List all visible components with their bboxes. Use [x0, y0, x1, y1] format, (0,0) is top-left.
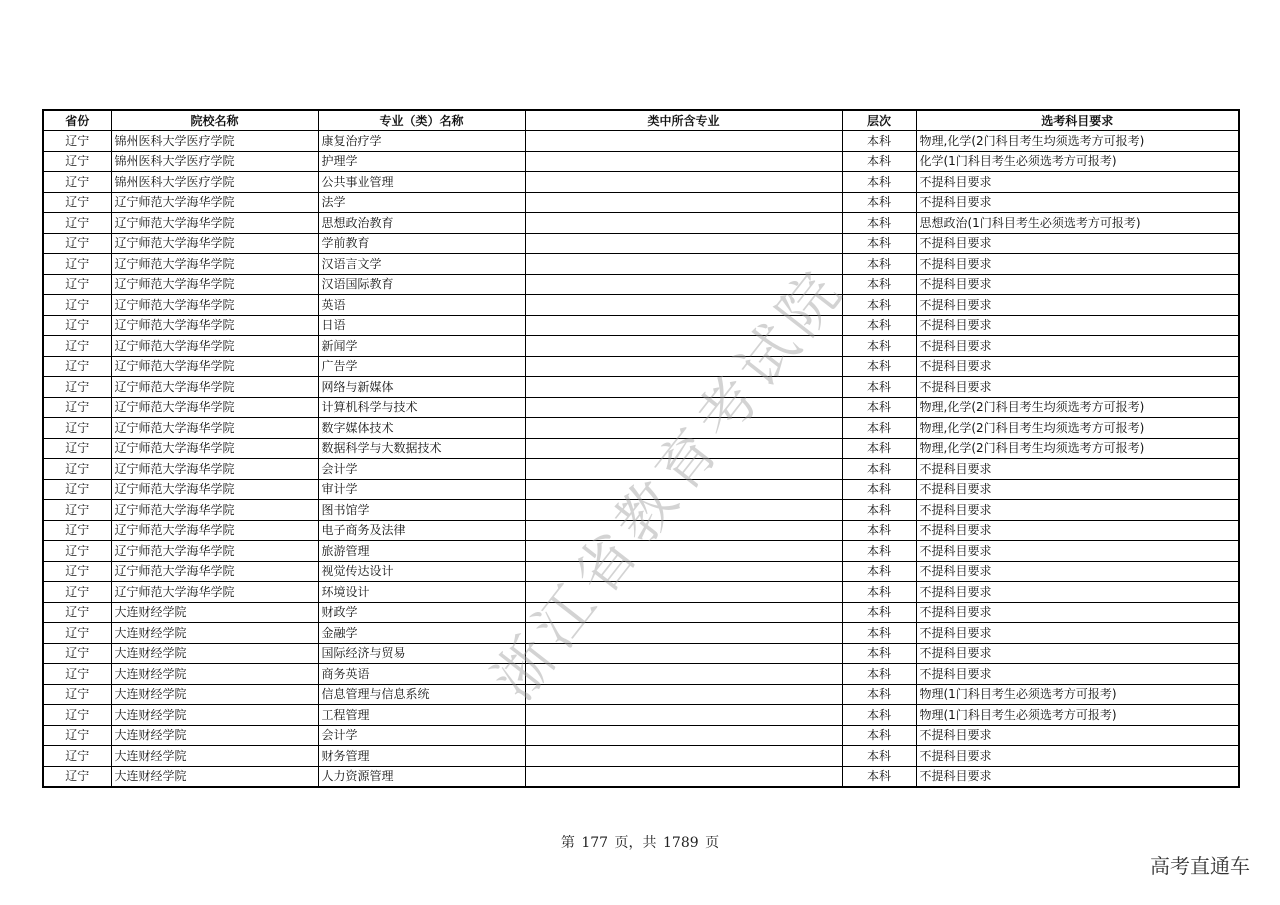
cell-province: 辽宁: [43, 541, 111, 562]
cell-level: 本科: [842, 684, 916, 705]
cell-requirement: 物理,化学(2门科目考生均须选考方可报考): [916, 397, 1239, 418]
cell-school: 辽宁师范大学海华学院: [111, 213, 318, 234]
cell-level: 本科: [842, 172, 916, 193]
cell-school: 锦州医科大学医疗学院: [111, 172, 318, 193]
cell-level: 本科: [842, 500, 916, 521]
cell-school: 辽宁师范大学海华学院: [111, 500, 318, 521]
cell-province: 辽宁: [43, 438, 111, 459]
cell-school: 锦州医科大学医疗学院: [111, 131, 318, 152]
table-row: [43, 623, 1239, 644]
cell-level: 本科: [842, 397, 916, 418]
cell-province: 辽宁: [43, 336, 111, 357]
cell-sub-majors: [525, 377, 842, 398]
cell-sub-majors: [525, 705, 842, 726]
cell-level: 本科: [842, 746, 916, 767]
cell-requirement: 物理(1门科目考生必须选考方可报考): [916, 705, 1239, 726]
table-row: [43, 705, 1239, 726]
table-row: [43, 295, 1239, 316]
cell-sub-majors: [525, 479, 842, 500]
cell-level: 本科: [842, 766, 916, 787]
cell-province: 辽宁: [43, 151, 111, 172]
cell-sub-majors: [525, 274, 842, 295]
cell-school: 大连财经学院: [111, 705, 318, 726]
cell-level: 本科: [842, 295, 916, 316]
cell-level: 本科: [842, 479, 916, 500]
cell-school: 大连财经学院: [111, 623, 318, 644]
cell-province: 辽宁: [43, 131, 111, 152]
table-header-row: [43, 110, 1239, 131]
footer-prefix: 第: [560, 835, 575, 851]
cell-sub-majors: [525, 725, 842, 746]
table-row: [43, 561, 1239, 582]
cell-school: 辽宁师范大学海华学院: [111, 438, 318, 459]
cell-level: 本科: [842, 541, 916, 562]
cell-sub-majors: [525, 582, 842, 603]
table-row: [43, 172, 1239, 193]
cell-school: 辽宁师范大学海华学院: [111, 561, 318, 582]
cell-major: 财务管理: [318, 746, 525, 767]
cell-level: 本科: [842, 520, 916, 541]
cell-province: 辽宁: [43, 459, 111, 480]
cell-level: 本科: [842, 664, 916, 685]
cell-major: 日语: [318, 315, 525, 336]
cell-major: 旅游管理: [318, 541, 525, 562]
cell-sub-majors: [525, 541, 842, 562]
cell-sub-majors: [525, 520, 842, 541]
table-row: [43, 664, 1239, 685]
cell-sub-majors: [525, 746, 842, 767]
cell-sub-majors: [525, 151, 842, 172]
cell-level: 本科: [842, 151, 916, 172]
cell-major: 康复治疗学: [318, 131, 525, 152]
cell-province: 辽宁: [43, 397, 111, 418]
cell-requirement: 不提科目要求: [916, 377, 1239, 398]
header-major: 专业（类）名称: [318, 110, 525, 131]
cell-school: 大连财经学院: [111, 602, 318, 623]
cell-level: 本科: [842, 356, 916, 377]
cell-major: 数据科学与大数据技术: [318, 438, 525, 459]
cell-province: 辽宁: [43, 479, 111, 500]
cell-school: 辽宁师范大学海华学院: [111, 336, 318, 357]
cell-requirement: 物理,化学(2门科目考生均须选考方可报考): [916, 438, 1239, 459]
cell-school: 辽宁师范大学海华学院: [111, 274, 318, 295]
cell-school: 锦州医科大学医疗学院: [111, 151, 318, 172]
cell-province: 辽宁: [43, 274, 111, 295]
cell-province: 辽宁: [43, 172, 111, 193]
cell-school: 辽宁师范大学海华学院: [111, 254, 318, 275]
cell-major: 人力资源管理: [318, 766, 525, 787]
cell-province: 辽宁: [43, 746, 111, 767]
table-row: [43, 192, 1239, 213]
cell-requirement: 不提科目要求: [916, 643, 1239, 664]
cell-sub-majors: [525, 438, 842, 459]
cell-major: 信息管理与信息系统: [318, 684, 525, 705]
cell-sub-majors: [525, 192, 842, 213]
corner-brand: 高考直通车: [1150, 854, 1250, 878]
cell-major: 计算机科学与技术: [318, 397, 525, 418]
table-row: [43, 438, 1239, 459]
cell-sub-majors: [525, 397, 842, 418]
cell-school: 辽宁师范大学海华学院: [111, 192, 318, 213]
cell-requirement: 不提科目要求: [916, 459, 1239, 480]
cell-major: 网络与新媒体: [318, 377, 525, 398]
cell-school: 辽宁师范大学海华学院: [111, 356, 318, 377]
cell-level: 本科: [842, 315, 916, 336]
cell-school: 辽宁师范大学海华学院: [111, 479, 318, 500]
footer-suffix: 页: [705, 835, 720, 851]
cell-province: 辽宁: [43, 684, 111, 705]
table-row: [43, 479, 1239, 500]
cell-major: 会计学: [318, 459, 525, 480]
cell-province: 辽宁: [43, 664, 111, 685]
cell-school: 辽宁师范大学海华学院: [111, 582, 318, 603]
cell-sub-majors: [525, 254, 842, 275]
cell-requirement: 不提科目要求: [916, 336, 1239, 357]
cell-province: 辽宁: [43, 500, 111, 521]
table-row: [43, 602, 1239, 623]
cell-school: 大连财经学院: [111, 684, 318, 705]
cell-school: 大连财经学院: [111, 725, 318, 746]
cell-province: 辽宁: [43, 582, 111, 603]
cell-major: 国际经济与贸易: [318, 643, 525, 664]
header-school: 院校名称: [111, 110, 318, 131]
cell-requirement: 不提科目要求: [916, 582, 1239, 603]
cell-requirement: 不提科目要求: [916, 479, 1239, 500]
cell-requirement: 思想政治(1门科目考生必须选考方可报考): [916, 213, 1239, 234]
cell-major: 法学: [318, 192, 525, 213]
cell-sub-majors: [525, 766, 842, 787]
cell-requirement: 不提科目要求: [916, 295, 1239, 316]
cell-requirement: 不提科目要求: [916, 172, 1239, 193]
cell-sub-majors: [525, 664, 842, 685]
cell-major: 电子商务及法律: [318, 520, 525, 541]
cell-province: 辽宁: [43, 377, 111, 398]
cell-school: 辽宁师范大学海华学院: [111, 377, 318, 398]
cell-school: 辽宁师范大学海华学院: [111, 315, 318, 336]
enrollment-table: [42, 109, 1240, 788]
cell-level: 本科: [842, 602, 916, 623]
cell-province: 辽宁: [43, 356, 111, 377]
cell-major: 广告学: [318, 356, 525, 377]
cell-sub-majors: [525, 131, 842, 152]
cell-province: 辽宁: [43, 561, 111, 582]
cell-province: 辽宁: [43, 254, 111, 275]
header-level: 层次: [842, 110, 916, 131]
cell-sub-majors: [525, 336, 842, 357]
table-row: [43, 766, 1239, 787]
cell-level: 本科: [842, 336, 916, 357]
cell-requirement: 物理,化学(2门科目考生均须选考方可报考): [916, 131, 1239, 152]
cell-requirement: 不提科目要求: [916, 254, 1239, 275]
cell-level: 本科: [842, 623, 916, 644]
cell-major: 商务英语: [318, 664, 525, 685]
table-row: [43, 213, 1239, 234]
table-row: [43, 274, 1239, 295]
cell-school: 辽宁师范大学海华学院: [111, 418, 318, 439]
cell-level: 本科: [842, 418, 916, 439]
cell-level: 本科: [842, 725, 916, 746]
table-row: [43, 356, 1239, 377]
cell-school: 辽宁师范大学海华学院: [111, 520, 318, 541]
cell-requirement: 不提科目要求: [916, 766, 1239, 787]
cell-requirement: 不提科目要求: [916, 500, 1239, 521]
cell-level: 本科: [842, 213, 916, 234]
table-row: [43, 541, 1239, 562]
cell-level: 本科: [842, 459, 916, 480]
cell-requirement: 不提科目要求: [916, 541, 1239, 562]
table-row: [43, 418, 1239, 439]
table-row: [43, 500, 1239, 521]
header-province: 省份: [43, 110, 111, 131]
cell-province: 辽宁: [43, 766, 111, 787]
cell-school: 辽宁师范大学海华学院: [111, 295, 318, 316]
cell-province: 辽宁: [43, 295, 111, 316]
cell-school: 辽宁师范大学海华学院: [111, 233, 318, 254]
watermark: 浙江省教育考试院: [479, 254, 859, 713]
cell-major: 审计学: [318, 479, 525, 500]
cell-sub-majors: [525, 315, 842, 336]
cell-major: 环境设计: [318, 582, 525, 603]
cell-major: 工程管理: [318, 705, 525, 726]
cell-requirement: 不提科目要求: [916, 561, 1239, 582]
cell-requirement: 不提科目要求: [916, 356, 1239, 377]
cell-school: 辽宁师范大学海华学院: [111, 541, 318, 562]
cell-major: 英语: [318, 295, 525, 316]
table-row: [43, 315, 1239, 336]
cell-sub-majors: [525, 500, 842, 521]
footer-total-pages: 1789: [663, 835, 699, 851]
cell-requirement: 物理(1门科目考生必须选考方可报考): [916, 684, 1239, 705]
cell-major: 财政学: [318, 602, 525, 623]
cell-major: 图书馆学: [318, 500, 525, 521]
table-row: [43, 151, 1239, 172]
cell-requirement: 不提科目要求: [916, 602, 1239, 623]
cell-province: 辽宁: [43, 213, 111, 234]
table-row: [43, 746, 1239, 767]
cell-major: 护理学: [318, 151, 525, 172]
table-row: [43, 520, 1239, 541]
cell-school: 辽宁师范大学海华学院: [111, 459, 318, 480]
cell-school: 大连财经学院: [111, 766, 318, 787]
header-requirement: 选考科目要求: [916, 110, 1239, 131]
cell-major: 会计学: [318, 725, 525, 746]
cell-level: 本科: [842, 377, 916, 398]
cell-level: 本科: [842, 274, 916, 295]
cell-province: 辽宁: [43, 725, 111, 746]
cell-school: 辽宁师范大学海华学院: [111, 397, 318, 418]
cell-requirement: 物理,化学(2门科目考生均须选考方可报考): [916, 418, 1239, 439]
cell-level: 本科: [842, 233, 916, 254]
table-row: [43, 254, 1239, 275]
cell-province: 辽宁: [43, 233, 111, 254]
table-row: [43, 397, 1239, 418]
cell-sub-majors: [525, 356, 842, 377]
cell-sub-majors: [525, 418, 842, 439]
cell-requirement: 不提科目要求: [916, 192, 1239, 213]
cell-province: 辽宁: [43, 643, 111, 664]
table-row: [43, 684, 1239, 705]
table-row: [43, 459, 1239, 480]
cell-requirement: 不提科目要求: [916, 664, 1239, 685]
cell-sub-majors: [525, 172, 842, 193]
table-row: [43, 377, 1239, 398]
cell-level: 本科: [842, 643, 916, 664]
table-row: [43, 582, 1239, 603]
cell-major: 数字媒体技术: [318, 418, 525, 439]
cell-school: 大连财经学院: [111, 643, 318, 664]
page-footer: [0, 832, 1280, 852]
cell-major: 金融学: [318, 623, 525, 644]
footer-page-number: 177: [581, 835, 609, 851]
cell-level: 本科: [842, 192, 916, 213]
cell-province: 辽宁: [43, 623, 111, 644]
cell-province: 辽宁: [43, 192, 111, 213]
cell-major: 汉语国际教育: [318, 274, 525, 295]
table-body: [43, 131, 1239, 787]
cell-sub-majors: [525, 459, 842, 480]
cell-major: 视觉传达设计: [318, 561, 525, 582]
table-row: [43, 725, 1239, 746]
cell-province: 辽宁: [43, 418, 111, 439]
cell-sub-majors: [525, 643, 842, 664]
cell-level: 本科: [842, 582, 916, 603]
cell-sub-majors: [525, 623, 842, 644]
cell-major: 公共事业管理: [318, 172, 525, 193]
cell-school: 大连财经学院: [111, 746, 318, 767]
cell-sub-majors: [525, 233, 842, 254]
cell-school: 大连财经学院: [111, 664, 318, 685]
cell-level: 本科: [842, 438, 916, 459]
cell-requirement: 不提科目要求: [916, 233, 1239, 254]
table-row: [43, 131, 1239, 152]
cell-requirement: 不提科目要求: [916, 623, 1239, 644]
cell-requirement: 化学(1门科目考生必须选考方可报考): [916, 151, 1239, 172]
cell-sub-majors: [525, 602, 842, 623]
cell-sub-majors: [525, 684, 842, 705]
cell-requirement: 不提科目要求: [916, 725, 1239, 746]
cell-sub-majors: [525, 561, 842, 582]
cell-major: 汉语言文学: [318, 254, 525, 275]
cell-level: 本科: [842, 561, 916, 582]
cell-level: 本科: [842, 131, 916, 152]
cell-major: 新闻学: [318, 336, 525, 357]
cell-requirement: 不提科目要求: [916, 315, 1239, 336]
table-row: [43, 336, 1239, 357]
cell-level: 本科: [842, 705, 916, 726]
table-row: [43, 643, 1239, 664]
footer-middle: 页，共: [614, 835, 657, 851]
cell-sub-majors: [525, 295, 842, 316]
cell-requirement: 不提科目要求: [916, 520, 1239, 541]
cell-sub-majors: [525, 213, 842, 234]
cell-requirement: 不提科目要求: [916, 746, 1239, 767]
table-row: [43, 233, 1239, 254]
cell-province: 辽宁: [43, 705, 111, 726]
cell-level: 本科: [842, 254, 916, 275]
cell-requirement: 不提科目要求: [916, 274, 1239, 295]
cell-major: 思想政治教育: [318, 213, 525, 234]
cell-province: 辽宁: [43, 520, 111, 541]
cell-province: 辽宁: [43, 602, 111, 623]
header-sub-majors: 类中所含专业: [525, 110, 842, 131]
cell-major: 学前教育: [318, 233, 525, 254]
cell-province: 辽宁: [43, 315, 111, 336]
